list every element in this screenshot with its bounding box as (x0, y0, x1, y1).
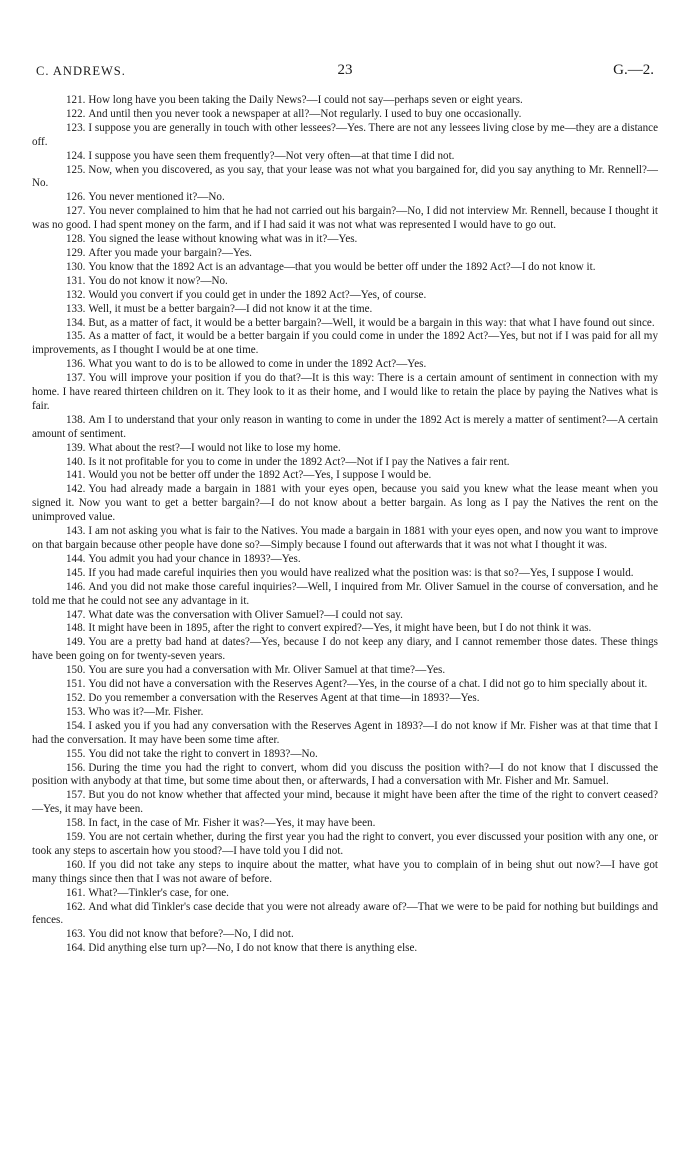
question-number: 155. (66, 747, 86, 760)
question-answer-text: I suppose you are generally in touch with other lessees?—Yes. There are not any lessees living close by me—they are a distance off. (32, 121, 658, 148)
question-answer-text: Well, it must be a better bargain?—I did not know it at the time. (88, 302, 373, 315)
testimony-paragraph (32, 414, 658, 442)
testimony-paragraph (32, 817, 658, 831)
question-number: 160. (66, 858, 86, 871)
testimony-paragraph (32, 692, 658, 706)
question-answer-text: As a matter of fact, it would be a better bargain if you could come in under the 1892 Act?—Yes, but not if I was paid for all my improvements, as I thought I would be at one time. (32, 330, 658, 357)
question-number: 152. (66, 691, 86, 704)
testimony-paragraph (32, 442, 658, 456)
testimony-paragraph (32, 456, 658, 470)
testimony-paragraph (32, 887, 658, 901)
testimony-paragraph (32, 358, 658, 372)
question-answer-text: Is it not profitable for you to come in under the 1892 Act?—Not if I pay the Natives a fair rent. (88, 455, 510, 468)
question-number: 136. (66, 358, 86, 371)
question-answer-text: Would you not be better off under the 1892 Act?—Yes, I suppose I would be. (88, 469, 432, 482)
testimony-paragraph (32, 164, 658, 192)
testimony-paragraph (32, 831, 658, 859)
testimony-paragraph (32, 317, 658, 331)
question-answer-text: And what did Tinkler's case decide that you were not already aware of?—That we were to be paid for nothing but buildings and fences. (32, 900, 658, 927)
question-number: 142. (66, 483, 86, 496)
question-number: 135. (66, 330, 86, 343)
question-number: 123. (66, 121, 86, 134)
testimony-paragraph (32, 205, 658, 233)
header-witness-name: C. ANDREWS. (36, 64, 126, 78)
testimony-paragraph (32, 664, 658, 678)
question-number: 153. (66, 705, 86, 718)
testimony-paragraph (32, 720, 658, 748)
question-number: 164. (66, 942, 86, 955)
question-number: 124. (66, 149, 86, 162)
question-number: 131. (66, 274, 86, 287)
question-number: 141. (66, 469, 86, 482)
testimony-paragraph (32, 150, 658, 164)
testimony-body (32, 94, 658, 956)
testimony-paragraph (32, 261, 658, 275)
question-number: 134. (66, 316, 86, 329)
question-answer-text: How long have you been taking the Daily News?—I could not say—perhaps seven or eight years. (88, 94, 523, 106)
question-number: 154. (66, 719, 86, 732)
testimony-paragraph (32, 108, 658, 122)
question-answer-text: You will improve your position if you do that?—It is this way: There is a certain amount of sentiment in connection with my home. I have reared thirteen children on it. They look to it as their home, and I would like to retain the place by paying the Natives what is fair. (32, 372, 658, 412)
testimony-paragraph (32, 859, 658, 887)
question-answer-text: You had already made a bargain in 1881 with your eyes open, because you said you knew what the lease meant when you signed it. Now you want to get a better bargain?—I do not know about a better bargain. As long as I pay the Natives the rent on the unimproved value. (32, 483, 658, 524)
question-number: 121. (66, 94, 86, 106)
question-number: 162. (66, 900, 86, 913)
question-answer-text: It might have been in 1895, after the right to convert expired?—Yes, it might have been, but I do not think it was. (88, 622, 592, 635)
question-number: 126. (66, 191, 86, 204)
question-answer-text: And until then you never took a newspaper at all?—Not regularly. I used to buy one occasionally. (88, 107, 522, 120)
question-number: 133. (66, 302, 86, 315)
testimony-paragraph (32, 567, 658, 581)
question-number: 125. (66, 163, 86, 176)
question-answer-text: I suppose you have seen them frequently?—Not very often—at that time I did not. (88, 149, 455, 162)
document-reference: G.—2. (613, 62, 654, 78)
question-number: 146. (66, 580, 86, 593)
question-number: 145. (66, 566, 86, 579)
question-number: 143. (66, 525, 86, 538)
testimony-paragraph (32, 275, 658, 289)
question-answer-text: But you do not know whether that affected your mind, because it might have been after the time of the right to convert ceased?—Yes, it may have been. (32, 789, 658, 816)
question-number: 128. (66, 233, 86, 246)
question-answer-text: And you did not make those careful inquiries?—Well, I inquired from Mr. Oliver Samuel in the course of conversation, and he told me that he could not see any advantage in it. (32, 580, 658, 607)
testimony-paragraph (32, 636, 658, 664)
question-answer-text: You are sure you had a conversation with Mr. Oliver Samuel at that time?—Yes. (88, 664, 446, 677)
question-answer-text: What you want to do is to be allowed to come in under the 1892 Act?—Yes. (88, 358, 427, 371)
question-answer-text: In fact, in the case of Mr. Fisher it was?—Yes, it may have been. (88, 817, 376, 830)
question-answer-text: If you did not take any steps to inquire about the matter, what have you to complain of in being shut out now?—I have got many things since then that I was not aware of before. (32, 858, 658, 885)
question-number: 150. (66, 664, 86, 677)
question-answer-text: You know that the 1892 Act is an advantage—that you would be better off under the 1892 Act?—I do not know it. (88, 260, 596, 273)
question-answer-text: You did not take the right to convert in 1893?—No. (88, 747, 318, 760)
question-number: 139. (66, 441, 86, 454)
question-number: 157. (66, 789, 86, 802)
testimony-paragraph (32, 748, 658, 762)
testimony-paragraph (32, 289, 658, 303)
testimony-paragraph (32, 233, 658, 247)
testimony-paragraph (32, 901, 658, 929)
page-number: 23 (337, 62, 353, 78)
question-answer-text: You are a pretty bad hand at dates?—Yes, because I do not keep any diary, and I cannot remember those dates. These things have been going on for twenty-seven years. (32, 636, 658, 663)
testimony-paragraph (32, 789, 658, 817)
question-number: 159. (66, 831, 86, 844)
question-answer-text: You admit you had your chance in 1893?—Yes. (88, 552, 301, 565)
testimony-paragraph (32, 372, 658, 414)
question-number: 156. (66, 761, 86, 774)
question-number: 138. (66, 413, 86, 426)
question-answer-text: Am I to understand that your only reason in wanting to come in under the 1892 Act is merely a matter of sentiment?—A certain amount of sentiment. (32, 413, 658, 440)
question-number: 127. (66, 205, 86, 218)
question-number: 130. (66, 260, 86, 273)
question-number: 132. (66, 288, 86, 301)
testimony-paragraph (32, 122, 658, 150)
question-answer-text: Would you convert if you could get in under the 1892 Act?—Yes, of course. (88, 288, 427, 301)
question-answer-text: You never mentioned it?—No. (88, 191, 225, 204)
question-number: 140. (66, 455, 86, 468)
question-answer-text: You never complained to him that he had not carried out his bargain?—No, I did not interview Mr. Rennell, because I thought it was no good. I had spent money on the farm, and if I had said it was not what was represented I would have to go out. (32, 205, 658, 232)
testimony-paragraph (32, 609, 658, 623)
question-answer-text: Now, when you discovered, as you say, that your lease was not what you bargained for, did you say anything to Mr. Rennell?—No. (32, 163, 658, 190)
testimony-paragraph (32, 330, 658, 358)
question-answer-text: During the time you had the right to convert, whom did you discuss the position with?—I do not know that I discussed the position with anybody at that time, but some time about then, or afterwards, I had a conversation with Mr. Fisher and Mr. Samuel. (32, 761, 658, 788)
testimony-paragraph (32, 928, 658, 942)
testimony-paragraph (32, 581, 658, 609)
page-header (32, 62, 658, 92)
question-number: 148. (66, 622, 86, 635)
testimony-paragraph (32, 553, 658, 567)
question-answer-text: You did not know that before?—No, I did not. (88, 928, 294, 941)
testimony-paragraph (32, 94, 658, 108)
question-answer-text: You signed the lease without knowing what was in it?—Yes. (88, 233, 358, 246)
testimony-paragraph (32, 762, 658, 790)
testimony-paragraph (32, 678, 658, 692)
question-answer-text: What date was the conversation with Oliver Samuel?—I could not say. (88, 608, 403, 621)
testimony-paragraph (32, 622, 658, 636)
question-answer-text: Who was it?—Mr. Fisher. (88, 705, 204, 718)
question-number: 161. (66, 886, 86, 899)
question-number: 149. (66, 636, 86, 649)
question-number: 129. (66, 246, 86, 259)
question-number: 163. (66, 928, 86, 941)
question-number: 147. (66, 608, 86, 621)
question-answer-text: What?—Tinkler's case, for one. (88, 886, 229, 899)
question-answer-text: What about the rest?—I would not like to lose my home. (88, 441, 341, 454)
question-answer-text: But, as a matter of fact, it would be a better bargain?—Well, it would be a bargain in this way: that what I have found out since. (88, 316, 655, 329)
question-answer-text: You do not know it now?—No. (88, 274, 228, 287)
question-answer-text: You did not have a conversation with the Reserves Agent?—Yes, in the course of a chat. I did not go to him specially about it. (88, 678, 648, 691)
question-number: 137. (66, 372, 86, 385)
question-answer-text: Do you remember a conversation with the Reserves Agent at that time—in 1893?—Yes. (88, 691, 480, 704)
question-answer-text: After you made your bargain?—Yes. (88, 246, 252, 259)
testimony-paragraph (32, 191, 658, 205)
question-number: 122. (66, 107, 86, 120)
question-answer-text: Did anything else turn up?—No, I do not know that there is anything else. (88, 942, 418, 955)
question-number: 158. (66, 817, 86, 830)
testimony-paragraph (32, 303, 658, 317)
testimony-paragraph (32, 483, 658, 525)
testimony-paragraph (32, 469, 658, 483)
testimony-paragraph (32, 247, 658, 261)
testimony-paragraph (32, 706, 658, 720)
question-answer-text: If you had made careful inquiries then you would have realized what the position was: is that so?—Yes, I suppose I would. (88, 566, 634, 579)
question-answer-text: You are not certain whether, during the first year you had the right to convert, you ever discussed your position with any one, or took any steps to ascertain how you stood?—I have told you I did not. (32, 831, 658, 857)
testimony-paragraph (32, 525, 658, 553)
question-answer-text: I asked you if you had any conversation with the Reserves Agent in 1893?—I do not know if Mr. Fisher was at that time that I had the conversation. It may have been some time after. (32, 719, 658, 746)
question-number: 151. (66, 678, 86, 691)
question-number: 144. (66, 552, 86, 565)
testimony-paragraph (32, 942, 658, 956)
question-answer-text: I am not asking you what is fair to the Natives. You made a bargain in 1881 with your eyes open, and now you want to improve on that bargain because other people have done so?—Simply because I found out afterwards that it was not what I thought it was. (32, 525, 658, 551)
